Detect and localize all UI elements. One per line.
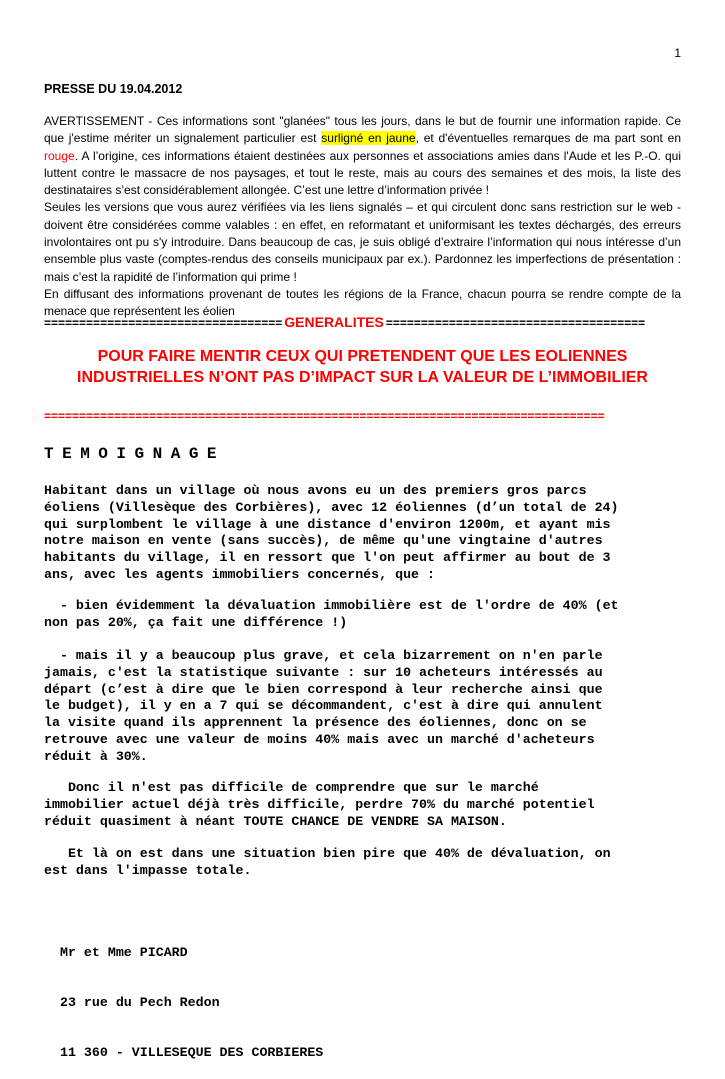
testimony-paragraph-1: Habitant dans un village où nous avons eu un des premiers gros parcs éoliens (Villesèque des Corbières), avec 12 éoliennes (d’un total de 24) qui surplombent le village à une distance d'environ 1200m, et ayant mis notre maison en vente (sans succès), de même qu'une vingtaine d'autres habitants du village, il en ressort que l'on peut affirmer au bout de 3 ans, avec les agents immobiliers concernés, que : [44, 483, 619, 582]
section-divider-generalites [44, 314, 681, 330]
highlight-sample: surligné en jaune [321, 131, 416, 146]
page-number: 1 [674, 46, 681, 60]
testimony-paragraph-3: - mais il y a beaucoup plus grave, et cela bizarrement on n'en parle jamais, c'est la statistique suivante : sur 10 acheteurs intéressés au départ (c’est à dire que le bien correspond à leur recherche ainsi que le budget), il y en a 7 qui se décommandent, c'est à dire qui annulent la visite quand ils apprennent la présence des éoliennes, donc on se retrouve avec une valeur de moins 40% mais avec un marché d'acheteurs réduit à 30%. [44, 648, 603, 764]
press-date-title: PRESSE DU 19.04.2012 [44, 82, 183, 96]
testimony-paragraph-4: Donc il n'est pas difficile de comprendre que sur le marché immobilier actuel déjà très difficile, perdre 70% du marché potentiel réduit quasiment à néant TOUTE CHANCE DE VENDRE SA MAISON. [44, 780, 595, 829]
divider-right: ===================================== [385, 316, 646, 330]
signature-name: Mr et Mme PICARD [44, 944, 188, 960]
signature-city: 11 360 - VILLESEQUE DES CORBIERES [44, 1045, 324, 1061]
warning-notice [44, 113, 681, 321]
red-divider: ================================================================================ [44, 409, 605, 423]
warning-text-3: . A l’origine, ces informations étaient destinées aux personnes et associations amies dans l'Aude et les P.-O. qui luttent contre le massacre de nos paysages, et tout le reste, mais au cours des semaines et des mois, la liste des destinataires s’est considérablement allongée. C’est une lettre d’information privée ! [44, 148, 681, 198]
section-label: GENERALITES [284, 314, 384, 330]
warning-text-5: En diffusant des informations provenant de toutes les régions de la France, chacun pourra se rendre compte de la menace que représentent les éolien [44, 286, 681, 319]
red-sample: rouge [44, 148, 75, 163]
warning-text-4: Seules les versions que vous aurez vérifiées via les liens signalés – et qui circulent donc sans restriction sur le web - doivent être considérées comme valables : en effet, en reformatant et uniformisant les textes déchargés, des erreurs involontaires ont pu s'y introduire. Dans beaucoup de cas, je suis obligé d’extraire l’information qui nous intéresse d’un ensemble plus vaste (comptes-rendus des conseils municipaux par ex.). Pardonnez les imperfections de présentation : mais c’est la rapidité de l’information qui prime ! [44, 200, 681, 284]
temoignage-title: TEMOIGNAGE [44, 445, 226, 463]
signature-street: 23 rue du Pech Redon [44, 994, 220, 1010]
signature-block [44, 911, 681, 1079]
article-headline: POUR FAIRE MENTIR CEUX QUI PRETENDENT QUE LES EOLIENNES INDUSTRIELLES N’ONT PAS D’IMPACT SUR LA VALEUR DE L’IMMOBILIER [77, 348, 648, 386]
testimony-paragraph-5: Et là on est dans une situation bien pire que 40% de dévaluation, on est dans l'impasse totale. [44, 846, 611, 878]
warning-text-1: AVERTISSEMENT - Ces informations sont "glanées" tous les jours, dans le but de fournir une information rapide. Ce que j'estime mériter un signalement particulier est [44, 114, 681, 146]
divider-left: ================================== [44, 316, 283, 330]
warning-text-2: , et d'éventuelles remarques de ma part sont en [415, 131, 681, 146]
testimony-paragraph-2: - bien évidemment la dévaluation immobilière est de l'ordre de 40% (et non pas 20%, ça fait une différence !) [44, 598, 619, 630]
